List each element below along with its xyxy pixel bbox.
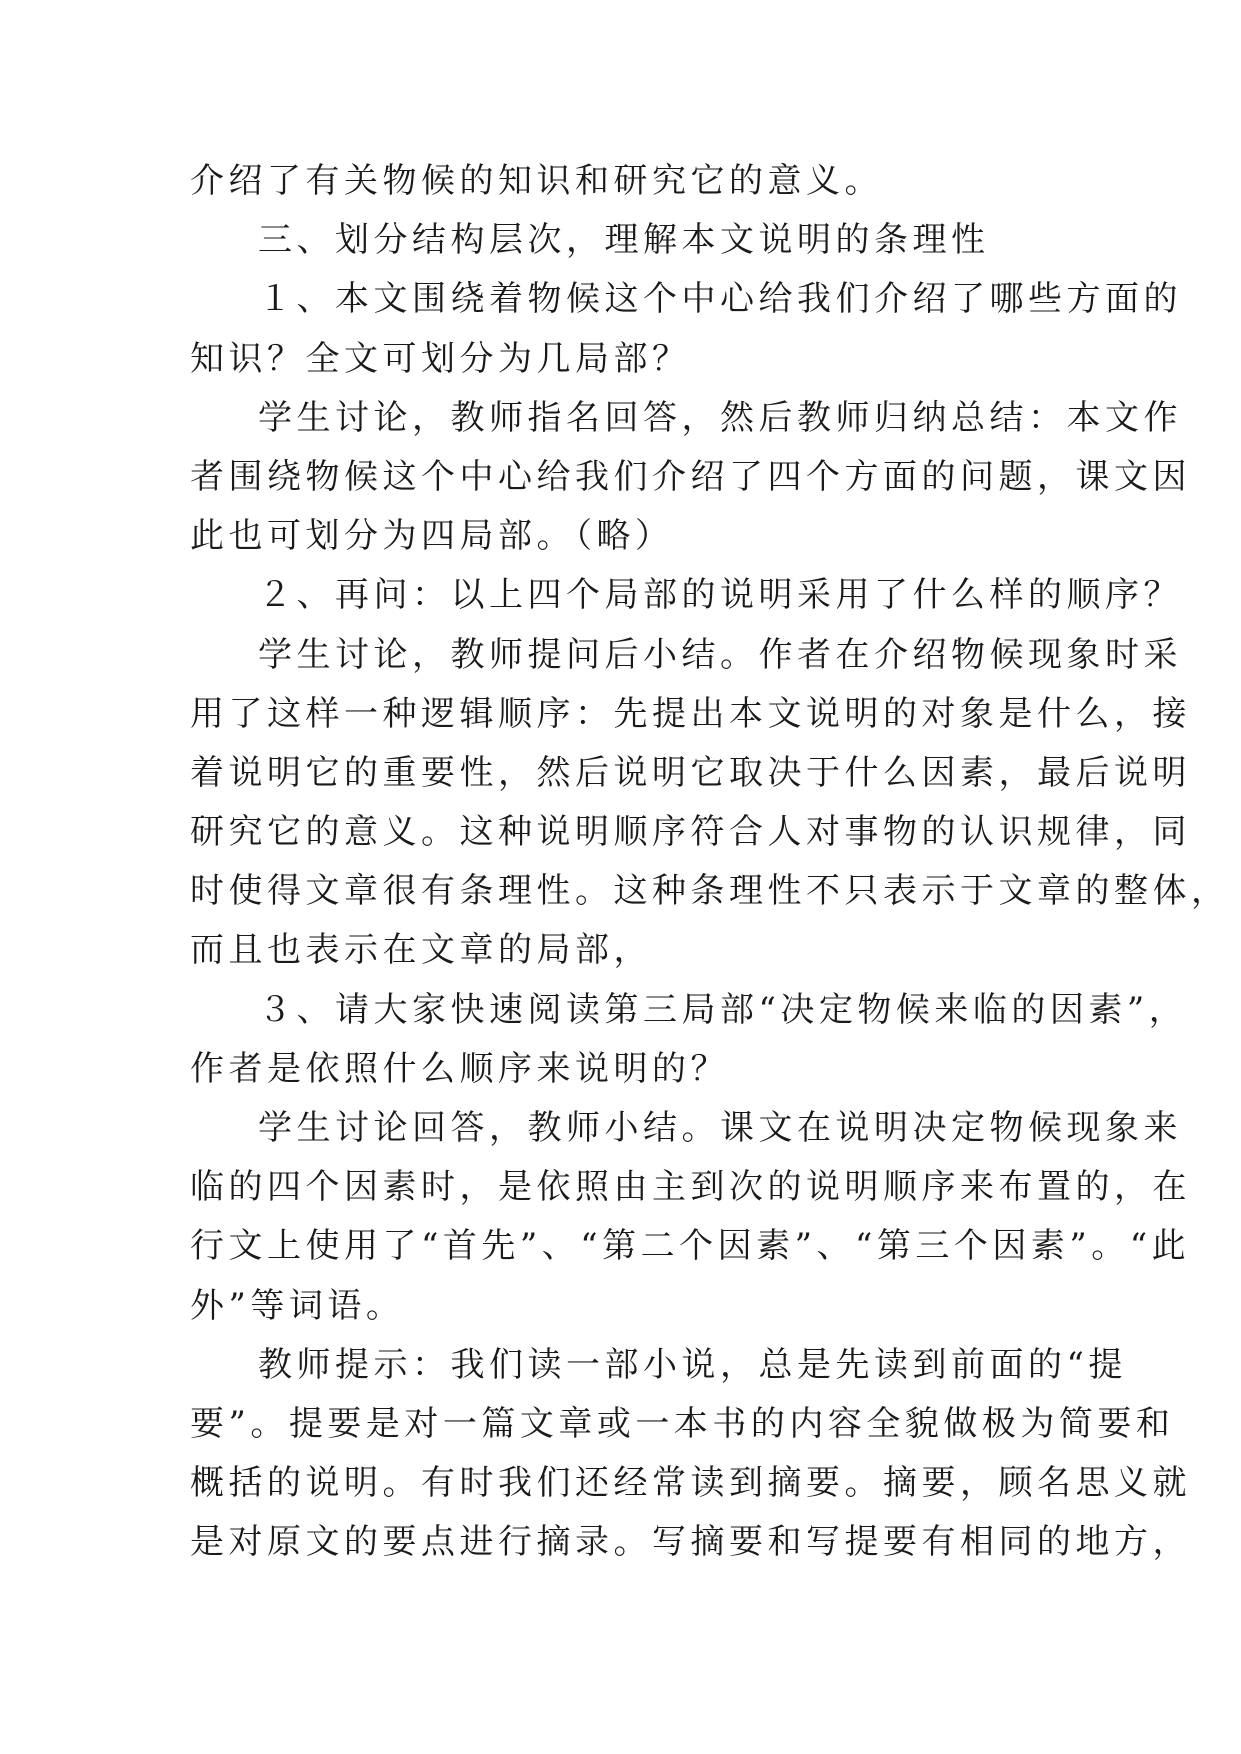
text-line: 着说明它的重要性，然后说明它取决于什么因素，最后说明 (190, 752, 1191, 793)
text-line: 介绍了有关物候的知识和研究它的意义。 (190, 161, 883, 201)
text-line: 时使得文章很有条理性。这种条理性不只表示于文章的整体， (190, 871, 1230, 912)
text-line: 概括的说明。有时我们还经常读到摘要。摘要，顾名思义就 (190, 1463, 1191, 1504)
text-line: 教师提示：我们读一部小说，总是先读到前面的“提 (258, 1344, 1127, 1385)
text-line: 此也可划分为四局部。（略） (190, 516, 674, 557)
text-line: 是对原文的要点进行摘录。写摘要和写提要有相同的地方， (190, 1522, 1191, 1563)
text-line: 用了这样一种逻辑顺序：先提出本文说明的对象是什么，接 (190, 693, 1191, 734)
text-line: 学生讨论，教师指名回答，然后教师归纳总结：本文作 (258, 397, 1182, 438)
text-line: 临的四个因素时，是依照由主到次的说明顺序来布置的，在 (190, 1167, 1191, 1208)
text-line: 作者是依照什么顺序来说明的？ (190, 1048, 729, 1089)
text-line: ３、请大家快速阅读第三局部“决定物候来临的因素”， (258, 989, 1188, 1030)
text-line: 外”等词语。 (190, 1285, 405, 1326)
text-line: 三、划分结构层次，理解本文说明的条理性 (258, 220, 990, 261)
text-line: 者围绕物候这个中心给我们介绍了四个方面的问题，课文因 (190, 456, 1191, 497)
text-line: 行文上使用了“首先”、“第二个因素”、“第三个因素”。“此 (190, 1226, 1191, 1267)
text-line: 要”。提要是对一篇文章或一本书的内容全貌做极为简要和 (190, 1403, 1175, 1444)
text-line: 知识？全文可划分为几局部？ (190, 338, 691, 379)
text-line: 学生讨论回答，教师小结。课文在说明决定物候现象来 (258, 1108, 1182, 1148)
text-line: 学生讨论，教师提问后小结。作者在介绍物候现象时采 (258, 634, 1182, 675)
text-line: １、本文围绕着物候这个中心给我们介绍了哪些方面的 (258, 279, 1182, 320)
text-line: 研究它的意义。这种说明顺序符合人对事物的认识规律，同 (190, 812, 1191, 853)
text-line: 而且也表示在文章的局部， (190, 930, 652, 971)
body-text (190, 152, 1230, 1573)
text-line: ２、再问：以上四个局部的说明采用了什么样的顺序？ (258, 575, 1182, 616)
